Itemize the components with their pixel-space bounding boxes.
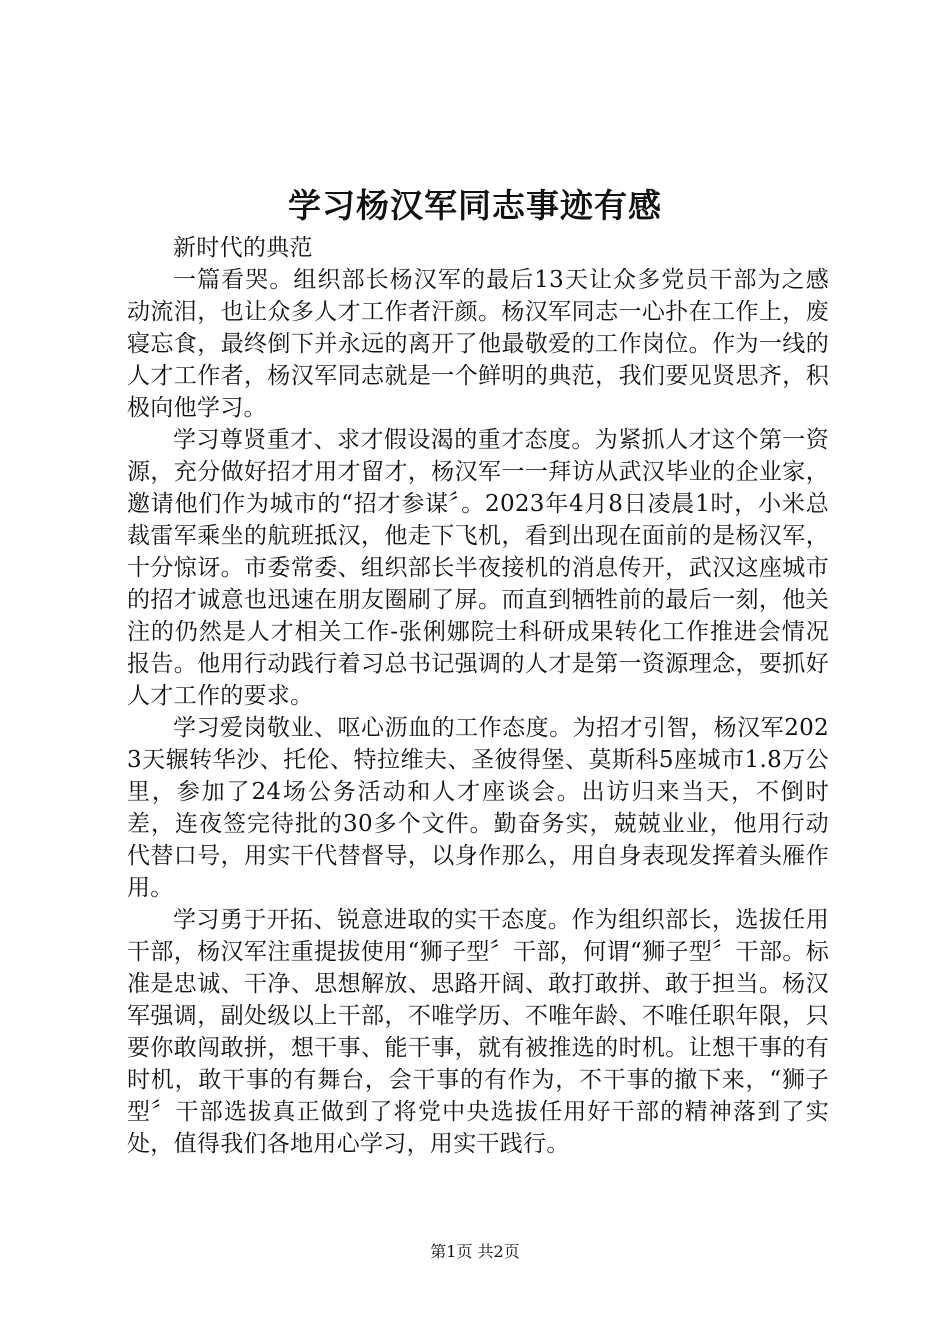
document-title: 学习杨汉军同志事迹有感	[288, 186, 662, 225]
paragraph-dedication: 学习爱岗敬业、呕心沥血的工作态度。为招才引智，杨汉军2023天辗转华沙、托伦、特拉维夫、圣彼得堡、莫斯科5座城市1.8万公里，参加了24场公务活动和人才座谈会。出访归来当天，不倒时差，连夜签完待批的30多个文件。勤奋务实，兢兢业业，他用行动代替口号，用实干代替督导，以身作那么，用自身表现发挥着头雁作用。	[127, 715, 829, 901]
paragraph-subtitle: 新时代的典范	[173, 235, 313, 261]
page-number-footer: 第1页 共2页	[430, 1242, 520, 1261]
paragraph-talent-attitude: 学习尊贤重才、求才假设渴的重才态度。为紧抓人才这个第一资源，充分做好招才用才留才，杨汉军一一拜访从武汉毕业的企业家，邀请他们作为城市的“招才参谋〞。2023年4月8日凌晨1时，小米总裁雷军乘坐的航班抵汉，他走下飞机，看到出现在面前的是杨汉军，十分惊讶。市委常委、组织部长半夜接机的消息传开，武汉这座城市的招才诚意也迅速在朋友圈刷了屏。而直到牺牲前的最后一刻，他关注的仍然是人才相关工作-张俐娜院士科研成果转化工作推进会情况报告。他用行动践行着习总书记强调的人才是第一资源理念，要抓好人才工作的要求。	[127, 427, 829, 709]
document-body	[127, 232, 829, 1160]
paragraph-intro: 一篇看哭。组织部长杨汉军的最后13天让众多党员干部为之感动流泪，也让众多人才工作者汗颜。杨汉军同志一心扑在工作上，废寝忘食，最终倒下并永远的离开了他最敬爱的工作岗位。作为一线的人才工作者，杨汉军同志就是一个鲜明的典范，我们要见贤思齐，积极向他学习。	[127, 267, 829, 421]
paragraph-pioneering: 学习勇于开拓、锐意进取的实干态度。作为组织部长，选拔任用干部，杨汉军注重提拔使用“狮子型〞干部，何谓“狮子型〞干部。标准是忠诚、干净、思想解放、思路开阔、敢打敢拼、敢于担当。杨汉军强调，副处级以上干部，不唯学历、不唯年龄、不唯任职年限，只要你敢闯敢拼，想干事、能干事，就有被推选的时机。让想干事的有时机，敢干事的有舞台，会干事的有作为，不干事的撤下来，“狮子型〞干部选拔真正做到了将党中央选拔任用好干部的精神落到了实处，值得我们各地用心学习，用实干践行。	[127, 907, 829, 1157]
